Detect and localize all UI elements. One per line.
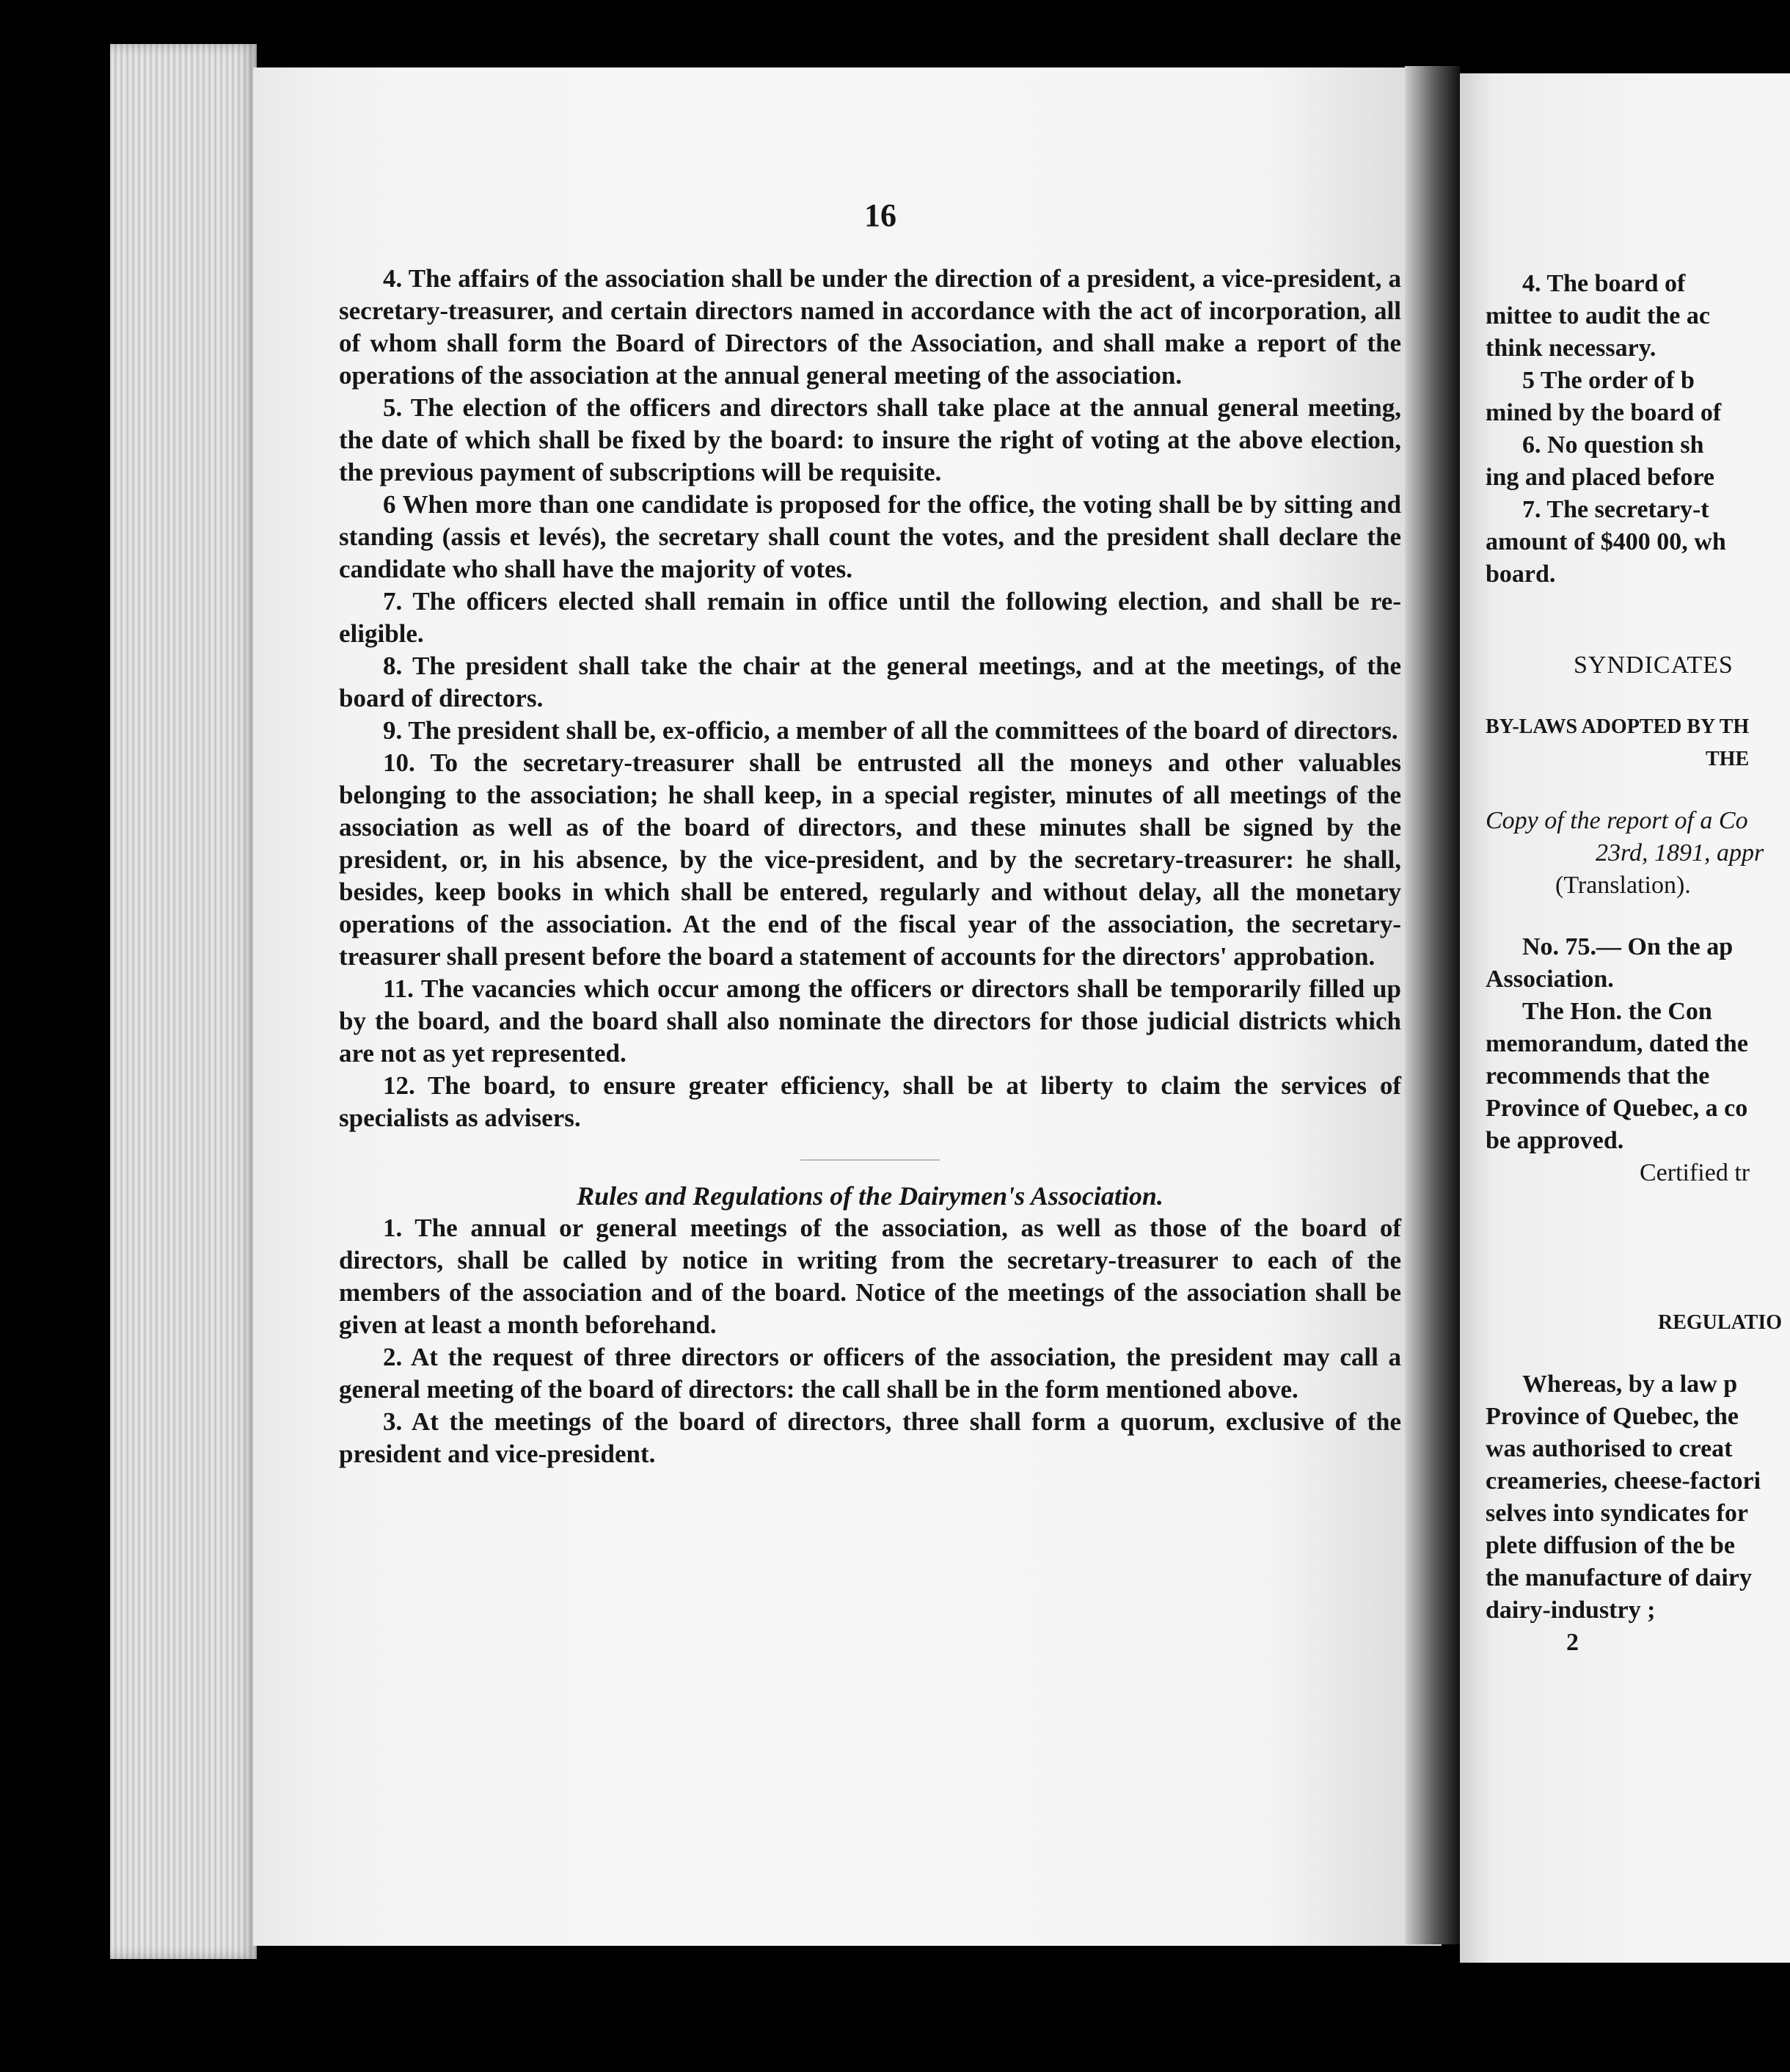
text-line: recommends that the xyxy=(1486,1062,1710,1090)
copy-line: Copy of the report of a Co xyxy=(1486,807,1748,834)
text-line: amount of $400 00, wh xyxy=(1486,528,1726,555)
text-line: 4. The board of xyxy=(1522,270,1686,297)
paragraph: 7. The officers elected shall remain in office until the following election, and shall be re-eligible. xyxy=(339,587,1401,648)
text-line: The Hon. the Con xyxy=(1522,998,1712,1025)
text-line: think necessary. xyxy=(1486,335,1656,362)
text-line: Province of Quebec, a co xyxy=(1486,1095,1748,1122)
rules-heading: Rules and Regulations of the Dairymen's Association. xyxy=(577,1181,1164,1211)
signature-mark: 2 xyxy=(1566,1629,1579,1656)
text-line: mittee to audit the ac xyxy=(1486,302,1710,329)
paragraph: 4. The affairs of the association shall be under the direction of a president, a vice-president, a secretary-treasurer, and certain directors named in accordance with the act of incorporation, all of whom shall form the Board of Directors of the Association, and shall make a report of the operations of the association at the annual general meeting of the association. xyxy=(339,264,1401,390)
paragraph: 10. To the secretary-treasurer shall be entrusted all the moneys and other valuables belonging to the association; he shall keep, in a special register, minutes of all meetings of the association as well as of the board of directors, and these minutes shall be signed by the president, or, in his absence, by the vice-president, and by the secretary-treasurer: he shall, besides, keep books in which shall be entered, regularly and without delay, all the monetary operations of the association. At the end of the fiscal year of the association, the secretary-treasurer shall present before the board a statement of accounts for the directors' approbation. xyxy=(339,748,1401,971)
regulations-heading: REGULATIO xyxy=(1658,1311,1783,1334)
text-line: memorandum, dated the xyxy=(1486,1030,1748,1057)
text-line: dairy-industry ; xyxy=(1486,1597,1656,1624)
rule-paragraph: 3. At the meetings of the board of directors, three shall form a quorum, exclusive of the president and vice-president. xyxy=(339,1407,1401,1468)
bylaws-heading: BY-LAWS ADOPTED BY TH xyxy=(1486,715,1750,738)
text-line: mined by the board of xyxy=(1486,399,1722,426)
text-line: selves into syndicates for xyxy=(1486,1500,1748,1527)
paragraph: 9. The president shall be, ex-officio, a member of all the committees of the board of directors. xyxy=(383,716,1398,745)
text-line: be approved. xyxy=(1486,1127,1624,1154)
paragraph: 8. The president shall take the chair at the general meetings, and at the meetings, of the board of directors. xyxy=(339,652,1401,712)
certified-line: Certified tr xyxy=(1640,1159,1750,1186)
rule-paragraph: 2. At the request of three directors or officers of the association, the president may call a general meeting of the board of directors: the call shall be in the form mentioned above. xyxy=(339,1343,1401,1404)
section-divider xyxy=(800,1159,940,1161)
text-line: ing and placed before xyxy=(1486,464,1715,491)
copy-line: 23rd, 1891, appr xyxy=(1596,839,1764,867)
translation-note: (Translation). xyxy=(1555,872,1691,899)
text-line: was authorised to creat xyxy=(1486,1435,1733,1462)
text-line: board. xyxy=(1486,561,1556,588)
syndicates-heading: SYNDICATES xyxy=(1574,652,1734,679)
text-line: the manufacture of dairy xyxy=(1486,1564,1752,1591)
paragraph: 11. The vacancies which occur among the officers or directors shall be temporarily filled up by the board, and the board shall also nominate the directors for those judicial districts which are not as yet represented. xyxy=(339,974,1401,1068)
text-line: 5 The order of b xyxy=(1522,367,1695,394)
left-page-text xyxy=(339,263,1401,1470)
text-line: Association. xyxy=(1486,966,1614,993)
book-page-edges xyxy=(110,44,257,1959)
bylaws-heading-continued: THE xyxy=(1706,748,1750,770)
text-line: 6. No question sh xyxy=(1522,431,1704,459)
text-line: 7. The secretary-t xyxy=(1522,496,1709,523)
right-page-text xyxy=(1486,268,1790,1659)
text-line: creameries, cheese-factori xyxy=(1486,1467,1761,1495)
text-line: plete diffusion of the be xyxy=(1486,1532,1735,1559)
paragraph: 6 When more than one candidate is proposed for the office, the voting shall be by sitting and standing (assis et levés), the secretary shall count the votes, and the president shall declare the candidate who shall have the majority of votes. xyxy=(339,490,1401,583)
book-gutter xyxy=(1405,66,1460,1944)
text-line: No. 75.— On the ap xyxy=(1522,933,1734,960)
paragraph: 12. The board, to ensure greater efficiency, shall be at liberty to claim the services of specialists as advisers. xyxy=(339,1071,1401,1132)
rule-paragraph: 1. The annual or general meetings of the association, as well as those of the board of directors, shall be called by notice in writing from the secretary-treasurer to each of the members of the association and of the board. Notice of the meetings of the association shall be given at least a month beforehand. xyxy=(339,1214,1401,1339)
text-line: Province of Quebec, the xyxy=(1486,1403,1739,1430)
text-line: Whereas, by a law p xyxy=(1522,1371,1738,1398)
paragraph: 5. The election of the officers and directors shall take place at the annual general meeting, the date of which shall be fixed by the board: to insure the right of voting at the above election, the previous payment of subscriptions will be requisite. xyxy=(339,393,1401,486)
page-number: 16 xyxy=(864,197,896,233)
